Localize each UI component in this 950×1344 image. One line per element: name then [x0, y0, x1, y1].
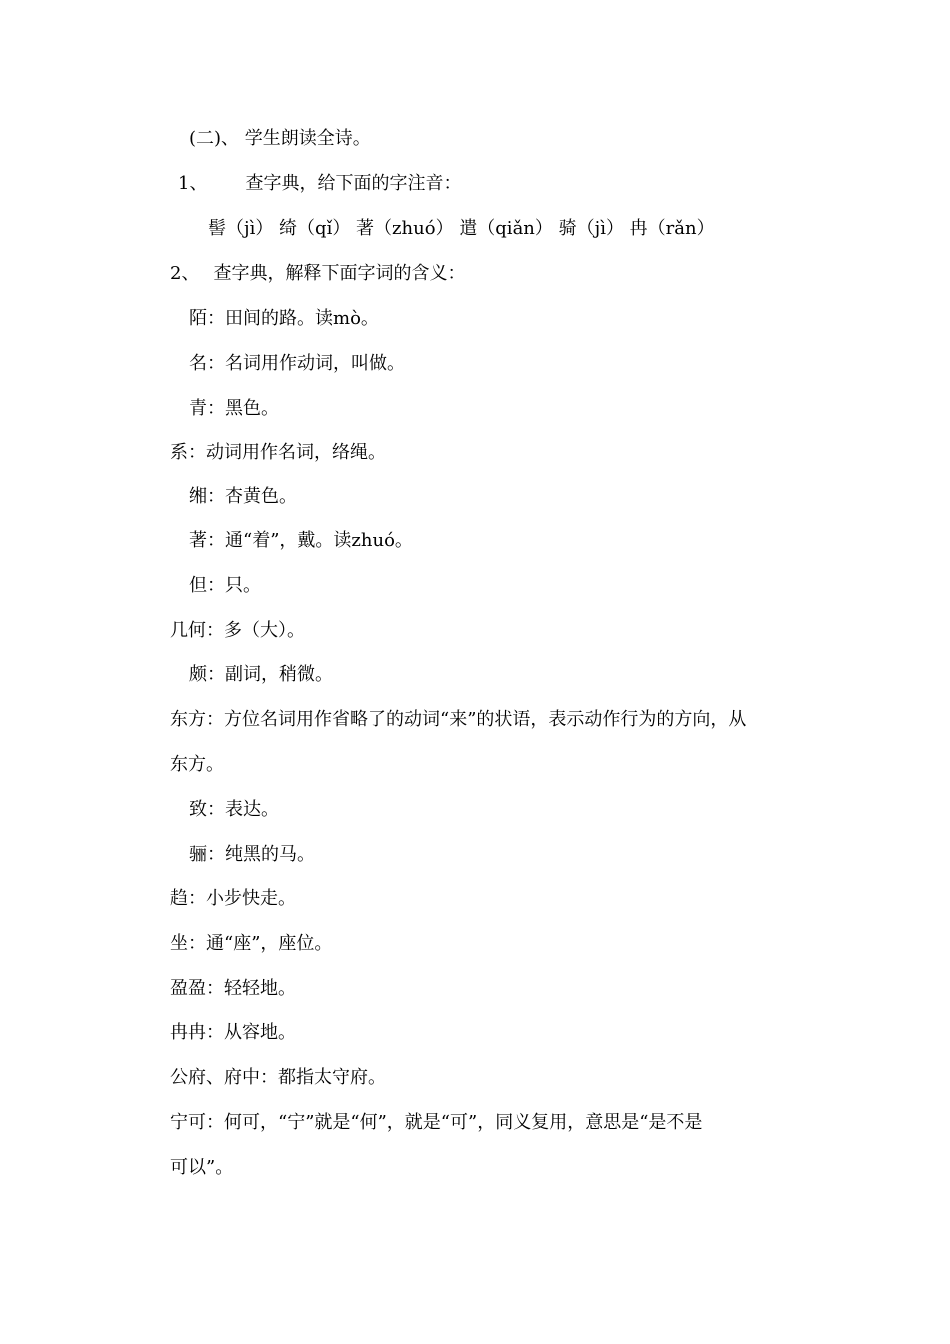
definition-li: 骊：纯黑的马。 [189, 844, 315, 865]
definition-qu: 趋：小步快走。 [170, 888, 296, 909]
item-1 [178, 172, 461, 196]
definition-dongfang: 东方：方位名词用作省略了的动词“来”的状语，表示动作行为的方向，从 [170, 709, 747, 730]
definition-zhi: 致：表达。 [189, 799, 279, 820]
definition-gongfu: 公府、府中：都指太守府。 [170, 1067, 386, 1088]
definition-ningke: 宁可：何可，“宁”就是“何”，就是“可”，同义复用，意思是“是不是 [170, 1112, 703, 1133]
item-2-number: 2、 [170, 263, 200, 284]
definition-xiang: 缃：杏黄色。 [189, 486, 297, 507]
pinyin-line: 髻（jì） 绮（qǐ） 著（zhuó） 遣（qiǎn） 骑（jì） 冉（rǎn） [208, 218, 715, 239]
definition-zhuo: 著：通“着”，戴。读zhuó。 [189, 530, 413, 551]
definition-jihe: 几何：多（大）。 [170, 620, 305, 641]
definition-zuo: 坐：通“座”，座位。 [170, 933, 333, 954]
definition-ningke-cont: 可以”。 [170, 1157, 234, 1178]
item-2 [170, 262, 465, 286]
item-1-text: 查字典，给下面的字注音： [245, 173, 462, 194]
definition-yingying: 盈盈：轻轻地。 [170, 978, 296, 999]
item-1-number: 1、 [178, 173, 208, 194]
definition-dan: 但：只。 [189, 575, 261, 596]
definition-po: 颇：副词，稍微。 [189, 664, 333, 685]
definition-mo: 陌：田间的路。读mò。 [189, 308, 379, 329]
definition-ming: 名：名词用作动词，叫做。 [189, 353, 405, 374]
section-heading: (二)、 学生朗读全诗。 [189, 128, 371, 149]
definition-dongfang-cont: 东方。 [170, 754, 224, 775]
definition-qing: 青：黑色。 [189, 398, 279, 419]
definition-xi: 系：动词用作名词，络绳。 [170, 442, 386, 463]
item-2-text: 查字典，解释下面字词的含义： [213, 263, 466, 284]
definition-ranran: 冉冉：从容地。 [170, 1022, 296, 1043]
